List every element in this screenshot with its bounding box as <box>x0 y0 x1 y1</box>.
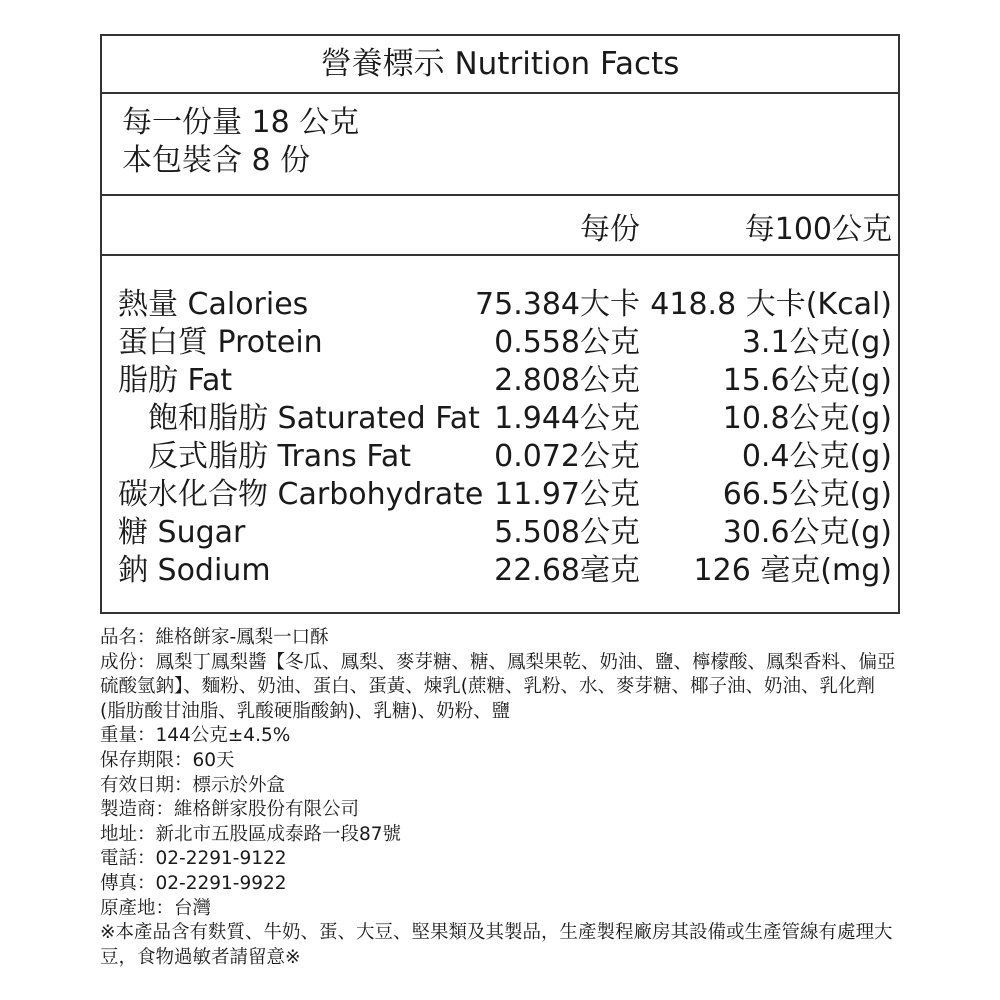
nutrient-row-calories <box>102 286 898 324</box>
per-serving-value: 75.384大卡 <box>475 287 640 322</box>
per-100g-value: 66.5公克(g) <box>722 477 892 512</box>
per-serving-value: 0.558公克 <box>494 325 640 360</box>
per-100g-value: 0.4公克(g) <box>741 439 892 474</box>
product-info <box>100 626 900 970</box>
serving-info <box>102 94 898 196</box>
phone: 電話：02-2291-9122 <box>100 848 287 870</box>
nutrient-name: 碳水化合物 Carbohydrate <box>118 477 484 512</box>
nutrient-name: 飽和脂肪 Saturated Fat <box>148 401 480 436</box>
nutrition-title: 營養標示 Nutrition Facts <box>102 36 898 94</box>
per-serving-header: 每份 <box>580 212 640 247</box>
product-name: 品名：維格餅家-鳳梨一口酥 <box>100 627 329 648</box>
per-serving-value: 2.808公克 <box>494 363 640 398</box>
nutrient-row-trans-fat <box>102 438 898 476</box>
manufacturer: 製造商：維格餅家股份有限公司 <box>100 799 360 821</box>
per-100g-value: 418.8 大卡(Kcal) <box>650 287 892 322</box>
nutrient-row-carbohydrate <box>102 476 898 514</box>
per-100g-value: 30.6公克(g) <box>722 515 892 550</box>
nutrition-facts-table <box>100 34 900 614</box>
nutrient-name: 反式脂肪 Trans Fat <box>148 439 411 474</box>
per-100g-value: 126 毫克(mg) <box>693 553 892 588</box>
nutrient-name: 脂肪 Fat <box>118 363 233 398</box>
serving-size: 每一份量 18 公克 <box>122 105 360 140</box>
ingredients: 成份：鳳梨丁鳳梨醬【冬瓜、鳳梨、麥芽糖、糖、鳳梨果乾、奶油、鹽、檸檬酸、鳳梨香料、偏亞硫酸氫鈉】、麵粉、奶油、蛋白、蛋黃、煉乳(蔗糖、乳粉、水、麥芽糖、椰子油、奶油、乳化劑(脂肪酸甘油脂、乳酸硬脂酸鈉)、乳糖)、奶粉、鹽 <box>100 651 896 722</box>
nutrient-row-fat <box>102 362 898 400</box>
per-100g-header: 每100公克 <box>744 212 892 247</box>
nutrient-name: 熱量 Calories <box>118 287 309 322</box>
per-serving-value: 1.944公克 <box>494 401 640 436</box>
per-100g-value: 15.6公克(g) <box>722 363 892 398</box>
per-100g-value: 10.8公克(g) <box>722 401 892 436</box>
per-serving-value: 0.072公克 <box>494 439 640 474</box>
nutrient-rows <box>102 256 898 590</box>
column-headers <box>102 196 898 256</box>
fax: 傳真：02-2291-9922 <box>100 872 287 894</box>
nutrient-name: 蛋白質 Protein <box>118 325 323 360</box>
expiry-date: 有效日期：標示於外盒 <box>100 774 286 796</box>
address: 地址：新北市五股區成泰路一段87號 <box>100 823 402 845</box>
nutrient-name: 糖 Sugar <box>118 515 246 550</box>
allergen-notice: ※本產品含有麩質、牛奶、蛋、大豆、堅果類及其製品，生產製程廠房其設備或生產管線有處理大豆，食物過敏者請留意※ <box>100 922 893 968</box>
per-serving-value: 5.508公克 <box>494 515 640 550</box>
weight: 重量：144公克±4.5% <box>100 725 291 747</box>
shelf-life: 保存期限：60天 <box>100 749 235 771</box>
per-100g-value: 3.1公克(g) <box>741 325 892 360</box>
per-serving-value: 22.68毫克 <box>494 553 640 588</box>
per-serving-value: 11.97公克 <box>494 477 640 512</box>
nutrient-row-saturated-fat <box>102 400 898 438</box>
origin: 原產地：台灣 <box>100 897 212 919</box>
nutrient-row-sugar <box>102 514 898 552</box>
nutrient-name: 鈉 Sodium <box>118 553 271 588</box>
nutrient-row-sodium <box>102 552 898 590</box>
nutrient-row-protein <box>102 324 898 362</box>
servings-per-package: 本包裝含 8 份 <box>122 143 311 178</box>
